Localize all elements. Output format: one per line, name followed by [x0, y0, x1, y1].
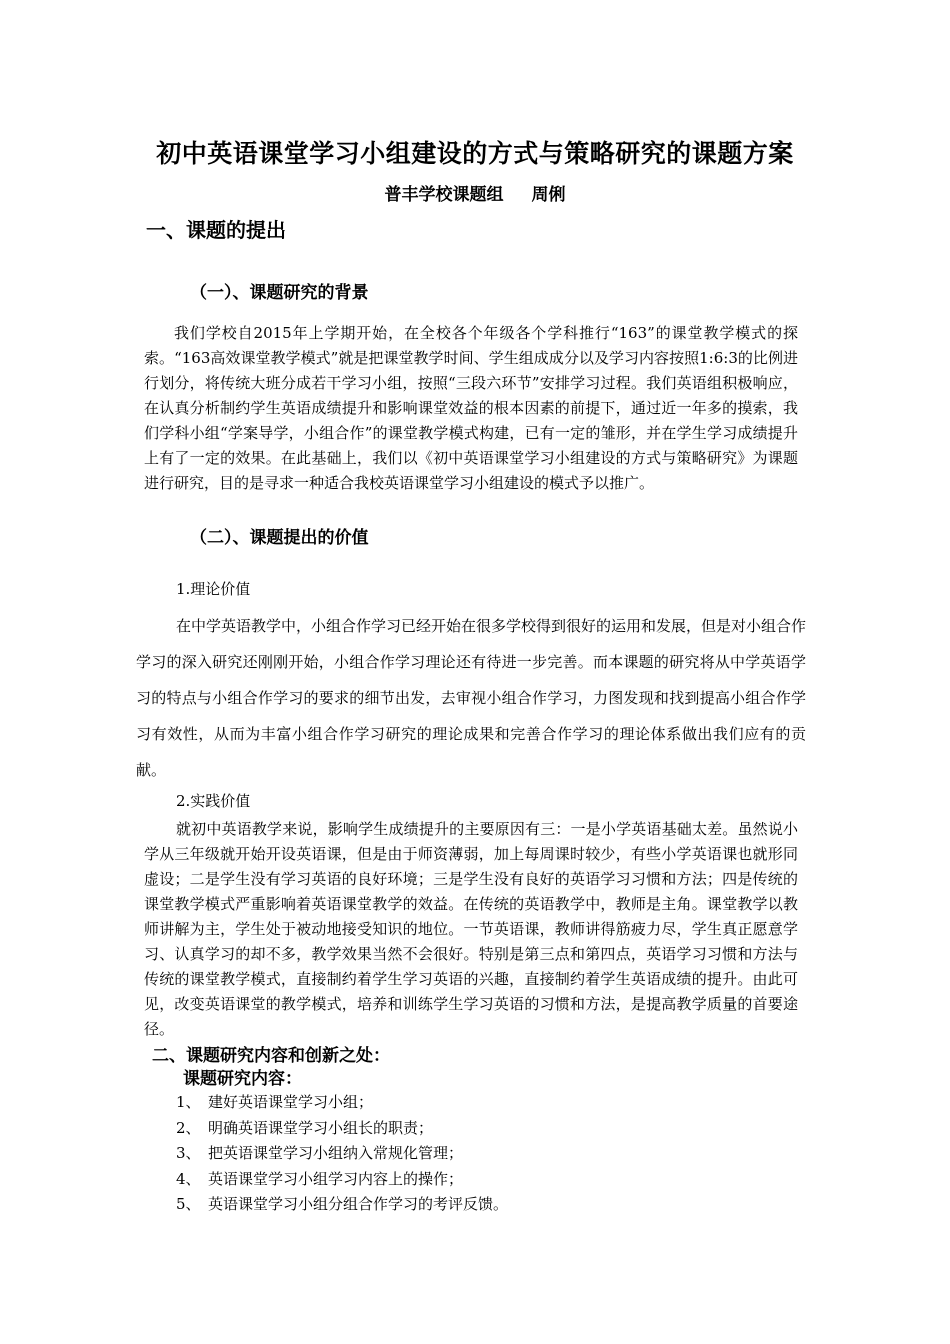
byline-author: 周俐: [531, 185, 566, 205]
research-content-heading: 课题研究内容：: [183, 1069, 302, 1089]
section1-sub1-heading: （一）、课题研究的背景: [190, 283, 369, 303]
section2-heading: 二、课题研究内容和创新之处：: [152, 1046, 390, 1066]
practice-value-paragraph: 就初中英语教学来说，影响学生成绩提升的主要原因有三：一是小学英语基础太差。虽然说小学从三年级就开始开设英语课，但是由于师资薄弱，加上每周课时较少，有些小学英语课也就形同虚设；二是学生没有学习英语的良好环境；三是学生没有良好的英语学习习惯和方法；四是传统的课堂教学模式严重影响着英语课堂教学的效益。在传统的英语教学中，教师是主角。课堂教学以教师讲解为主，学生处于被动地接受知识的地位。一节英语课，教师讲得筋疲力尽，学生真正愿意学习、认真学习的却不多，教学效果当然不会很好。特别是第三点和第四点，英语学习习惯和方法与传统的课堂教学模式，直接制约着学生学习英语的兴趣，直接制约着学生英语成绩的提升。由此可见，改变英语课堂的教学模式，培养和训练学生学习英语的习惯和方法，是提高教学质量的首要途径。: [144, 820, 798, 1038]
section1-heading: 一、课题的提出: [146, 218, 286, 242]
section1-sub2-heading: （二）、课题提出的价值: [190, 528, 369, 548]
theory-value-paragraph: 在中学英语教学中，小组合作学习已经开始在很多学校得到很好的运用和发展，但是对小组合作学习的深入研究还刚刚开始，小组合作学习理论还有待进一步完善。而本课题的研究将从中学英语学习的特点与小组合作学习的要求的细节出发，去审视小组合作学习，力图发现和找到提高小组合作学习有效性，从而为丰富小组合作学习研究的理论成果和完善合作学习的理论体系做出我们应有的贡献。: [136, 617, 807, 779]
list-item: 4、 英语课堂学习小组学习内容上的操作；: [176, 1169, 464, 1188]
background-paragraph: 我们学校自2015年上学期开始，在全校各个年级各个学科推行“163”的课堂教学模式的探索。“163高效课堂教学模式”就是把课堂教学时间、学生组成成分以及学习内容按照1:6:3的比例进行划分，将传统大班分成若干学习小组，按照“三段六环节”安排学习过程。我们英语组积极响应，在认真分析制约学生英语成绩提升和影响课堂效益的根本因素的前提下，通过近一年多的摸索，我们学科小组“学案导学，小组合作”的课堂教学模式构建，已有一定的雏形，并在学生学习成绩提升上有了一定的效果。在此基础上，我们以《初中英语课堂学习小组建设的方式与策略研究》为课题进行研究，目的是寻求一种适合我校英语课堂学习小组建设的模式予以推广。: [144, 324, 798, 492]
list-item: 3、 把英语课堂学习小组纳入常规化管理；: [176, 1144, 464, 1162]
list-item: 1、 建好英语课堂学习小组；: [176, 1093, 374, 1111]
document-title: 初中英语课堂学习小组建设的方式与策略研究的课题方案: [156, 139, 794, 168]
byline-org: 普丰学校课题组: [384, 185, 504, 205]
list-item: 5、 英语课堂学习小组分组合作学习的考评反馈。: [176, 1195, 509, 1213]
list-item: 2、 明确英语课堂学习小组长的职责；: [176, 1118, 434, 1137]
document-byline: [0, 180, 950, 205]
theory-value-label: 1.理论价值: [176, 580, 251, 598]
research-content-list: [176, 1090, 508, 1218]
practice-value-label: 2.实践价值: [176, 792, 251, 810]
